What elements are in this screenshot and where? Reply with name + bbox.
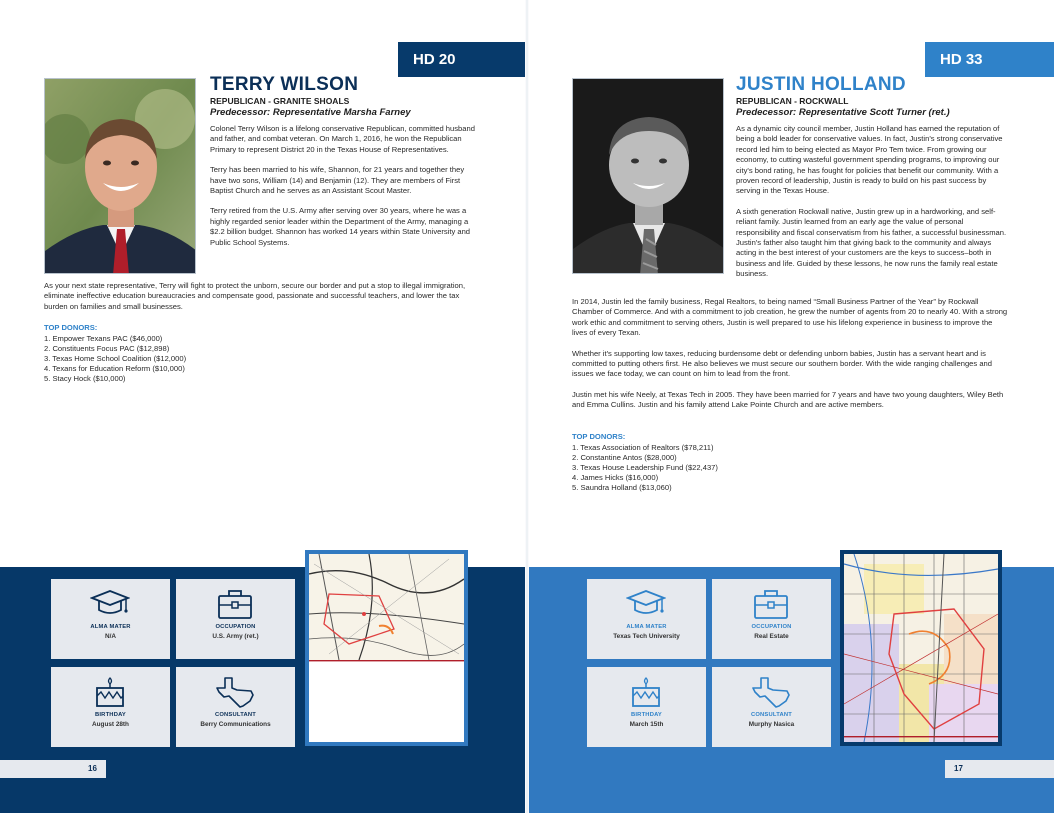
party-city-left: REPUBLICAN - GRANITE SHOALS — [210, 96, 350, 106]
bio-right-column — [736, 124, 1008, 290]
page-gutter — [525, 0, 529, 813]
bio-paragraph: Terry has been married to his wife, Shannon, for 21 years and together they have two sons, William (14) and Benjamin (12). They are members of First Baptist Church and he serves as an Assistant Scout Master. — [210, 165, 465, 196]
consultant-tile-left — [176, 667, 295, 747]
top-donors-heading-left: TOP DONORS: — [44, 323, 98, 332]
tile-label: ALMA MATER — [90, 624, 131, 630]
district-map-left — [305, 550, 468, 746]
predecessor-left: Predecessor: Representative Marsha Farney — [210, 107, 411, 118]
candidate-name-right: JUSTIN HOLLAND — [736, 74, 906, 95]
tile-value: Murphy Nasica — [748, 721, 795, 728]
bio-left-full — [44, 281, 478, 322]
birthday-tile-left — [51, 667, 170, 747]
tile-value: August 28th — [92, 721, 129, 728]
bio-paragraph: Colonel Terry Wilson is a lifelong conservative Republican, committed husband and father, and combat veteran. On March 1, 2016, he won the Republican Primary to represent District 20 in the Texas House of Representatives. — [210, 124, 475, 154]
donor-list-left — [44, 334, 186, 384]
tile-label: CONSULTANT — [750, 712, 793, 718]
district-map-right — [840, 550, 1002, 746]
predecessor-right: Predecessor: Representative Scott Turner (ret.) — [736, 107, 950, 118]
occupation-tile-right — [712, 579, 831, 659]
tile-label: OCCUPATION — [751, 624, 792, 630]
bio-left-column — [210, 124, 478, 258]
tile-label: ALMA MATER — [626, 624, 667, 630]
donor-list-right — [572, 443, 718, 493]
graduation-cap-icon — [626, 588, 666, 620]
texas-outline-icon — [215, 676, 255, 708]
occupation-tile-left — [176, 579, 295, 659]
bio-paragraph: Justin met his wife Neely, at Texas Tech in 2005. They have been married for 7 years and have two young daughters, Wiley Beth and Emma Cullins. Justin and his family attend Lake Pointe Church and are active members. — [572, 389, 1004, 410]
alma-mater-tile-right — [587, 579, 706, 659]
consultant-tile-right — [712, 667, 831, 747]
texas-outline-icon — [751, 676, 791, 708]
donor-item: 3. Texas House Leadership Fund ($22,437) — [572, 463, 718, 472]
bio-paragraph: A sixth generation Rockwall native, Justin grew up in a hardworking, and self-reliant family. Justin learned from an early age the value of personal responsibility and fiscal conservatism from his father, a successful businessman. Justin's father also taught him that giving back to the community and always acting in the best interest of your customers are the keys to success–both in business and life. Guided by these lessons, he now runs the family real estate business. — [736, 206, 1007, 279]
page-number-right: 17 — [945, 760, 1054, 778]
birthday-tile-right — [587, 667, 706, 747]
bio-paragraph: In 2014, Justin led the family business, Regal Realtors, to being named “Small Business Partner of the Year” by Rockwall Chamber of Commerce. And with a commitment to job creation, he grew the number of agents from 20 to nearly 40. With a strong work ethic and commitment to serving others, Justin is well prepared to use his lifelong experience in business to improve the lives of every Texan. — [572, 297, 1008, 338]
donor-item: 3. Texas Home School Coalition ($12,000) — [44, 354, 187, 363]
tile-label: OCCUPATION — [215, 624, 256, 630]
bio-paragraph: As your next state representative, Terry will fight to protect the unborn, secure our border and put a stop to illegal immigration, eliminate ineffective education bureaucracies and compensate good, passionate and successful teachers, and lower the tax burden on families and small businesses. — [44, 281, 466, 311]
briefcase-icon — [215, 588, 255, 620]
donor-item: 1. Empower Texans PAC ($46,000) — [44, 334, 163, 343]
bio-paragraph: Terry retired from the U.S. Army after serving over 30 years, where he was a highly regarded senior leader within the Department of the Army, managing a $2.2 billion budget. Shannon has worked 14 years within State University and Public School Systems. — [210, 206, 471, 247]
bio-right-full — [572, 297, 1008, 421]
tile-label: BIRTHDAY — [630, 712, 663, 718]
right-page — [527, 0, 1054, 813]
graduation-cap-icon — [90, 588, 130, 620]
tile-value: March 15th — [629, 721, 664, 728]
top-donors-heading-right: TOP DONORS: — [572, 432, 626, 441]
bio-paragraph: Whether it's supporting low taxes, reducing burdensome debt or defending unborn babies, Justin has a servant heart and is committed to putting others first. He also believes we must secure our southern border. With the wide ranging challenges and issues we face today, we can count on him to lead from the front. — [572, 348, 992, 379]
page-number-left: 16 — [0, 760, 106, 778]
donor-item: 2. Constantine Antos ($28,000) — [572, 453, 677, 462]
party-city-right: REPUBLICAN - ROCKWALL — [736, 96, 849, 106]
alma-mater-tile-left — [51, 579, 170, 659]
donor-item: 1. Texas Association of Realtors ($78,211) — [572, 443, 714, 452]
donor-item: 4. James Hicks ($16,000) — [572, 473, 659, 482]
tile-value: N/A — [104, 633, 116, 640]
birthday-cake-icon — [90, 676, 130, 708]
district-tag-right: HD 33 — [925, 42, 1054, 77]
donor-item: 5. Stacy Hock ($10,000) — [44, 374, 126, 383]
bio-paragraph: As a dynamic city council member, Justin Holland has earned the reputation of being a bold leader for conservative values. In fact, Justin's strong conservative record led him to being elected as Mayor Pro Tem twice. From growing our economy, to cutting wasteful government spending programs, to improving our city's bond rating, he has fought for policies that benefit our community. With a proven record of leadership, Justin is ready to build on his past success by serving in the Texas House. — [736, 124, 1003, 196]
donor-item: 2. Constituents Focus PAC ($12,898) — [44, 344, 170, 353]
tile-value: Real Estate — [754, 633, 789, 640]
district-tag-left: HD 20 — [398, 42, 525, 77]
donor-item: 5. Saundra Holland ($13,060) — [572, 483, 672, 492]
donor-item: 4. Texans for Education Reform ($10,000) — [44, 364, 185, 373]
briefcase-icon — [751, 588, 791, 620]
tile-value: Berry Communications — [200, 721, 271, 728]
candidate-name-left: TERRY WILSON — [210, 74, 359, 95]
birthday-cake-icon — [626, 676, 666, 708]
candidate-photo-left — [44, 78, 196, 274]
tile-value: U.S. Army (ret.) — [212, 633, 259, 640]
candidate-photo-right — [572, 78, 724, 274]
tile-label: CONSULTANT — [214, 712, 257, 718]
tile-label: BIRTHDAY — [94, 712, 127, 718]
tile-value: Texas Tech University — [613, 633, 680, 640]
